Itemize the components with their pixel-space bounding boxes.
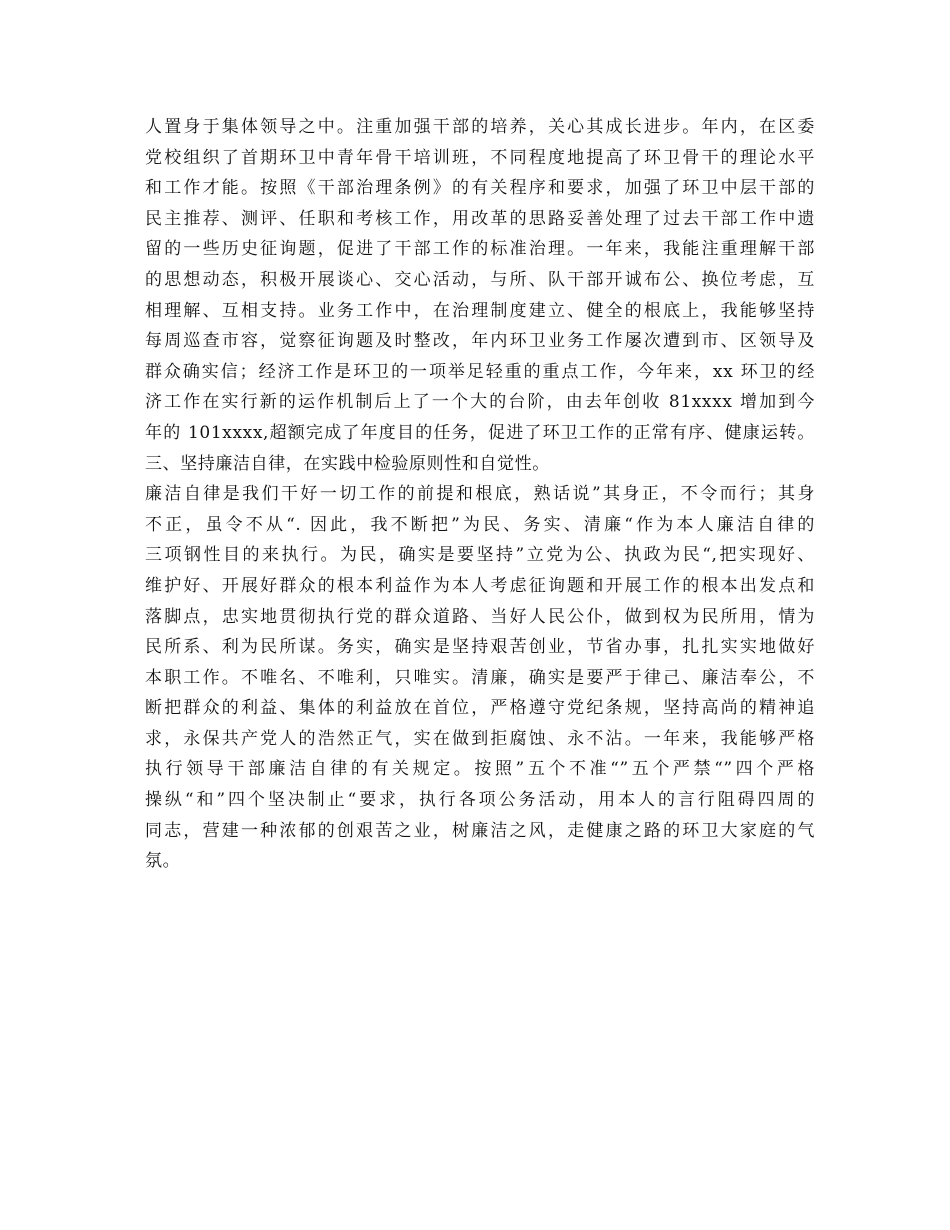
text-line: 本职工作。不唯名、不唯利，只唯实。清廉，确实是要严于律己、廉洁奉公，不 xyxy=(145,667,815,688)
document-body xyxy=(145,112,815,877)
text-line: 民主推荐、测评、任职和考核工作，用改革的思路妥善处理了过去干部工作中遗 xyxy=(145,208,815,229)
text-line: 求，永保共产党人的浩然正气，实在做到拒腐蚀、永不沾。一年来，我能够严格 xyxy=(145,728,815,749)
text-line: 党校组织了首期环卫中青年骨干培训班，不同程度地提高了环卫骨干的理论水平 xyxy=(145,147,815,168)
text-line: 每周巡查市容，觉察征询题及时整改，年内环卫业务工作屡次遭到市、区领导及 xyxy=(145,331,815,352)
text-line: 人置身于集体领导之中。注重加强干部的培养，关心其成长进步。年内，在区委 xyxy=(145,117,815,137)
text-line: 群众确实信；经济工作是环卫的一项举足轻重的重点工作，今年来，xx 环卫的经 xyxy=(145,361,815,382)
text-line: 的思想动态，积极开展谈心、交心活动，与所、队干部开诚布公、换位考虑，互 xyxy=(145,269,815,290)
text-line: 执行领导干部廉洁自律的有关规定。按照”五个不准“”五个严禁“”四个严格 xyxy=(145,759,815,780)
text-line: 留的一些历史征询题，促进了干部工作的标准治理。一年来，我能注重理解干部 xyxy=(145,239,815,260)
text-line: 同志，营建一种浓郁的创艰苦之业，树廉洁之风，走健康之路的环卫大家庭的气 xyxy=(145,820,815,841)
text-line: 三项钢性目的来执行。为民，确实是要坚持”立党为公、执政为民“,把实现好、 xyxy=(145,545,815,566)
text-line: 落脚点，忠实地贯彻执行党的群众道路、当好人民公仆，做到权为民所用，情为 xyxy=(145,606,815,627)
text-line: 济工作在实行新的运作机制后上了一个大的台阶，由去年创收 81xxxx 增加到今 xyxy=(145,392,815,413)
text-line: 不正，虽令不从“. 因此，我不断把”为民、务实、清廉“作为本人廉洁自律的 xyxy=(145,514,815,535)
text-line: 维护好、开展好群众的根本利益作为本人考虑征询题和开展工作的根本出发点和 xyxy=(145,575,815,596)
text-line: 断把群众的利益、集体的利益放在首位，严格遵守党纪条规，坚持高尚的精神追 xyxy=(145,698,815,719)
text-line: 廉洁自律是我们干好一切工作的前提和根底，熟话说”其身正，不令而行；其身 xyxy=(145,484,815,505)
text-line: 年的 101xxxx,超额完成了年度目的任务，促进了环卫工作的正常有序、健康运转。 xyxy=(145,422,815,443)
text-line: 和工作才能。按照《干部治理条例》的有关程序和要求，加强了环卫中层干部的 xyxy=(145,178,815,199)
text-line: 相理解、互相支持。业务工作中，在治理制度建立、健全的根底上，我能够坚持 xyxy=(145,300,815,321)
text-line: 氛。 xyxy=(145,851,181,872)
text-line: 操纵“和”四个坚决制止“要求，执行各项公务活动，用本人的言行阻碍四周的 xyxy=(145,790,815,811)
section-heading: 三、坚持廉洁自律，在实践中检验原则性和自觉性。 xyxy=(145,453,550,474)
text-line: 民所系、利为民所谋。务实，确实是坚持艰苦创业，节省办事，扎扎实实地做好 xyxy=(145,637,815,658)
